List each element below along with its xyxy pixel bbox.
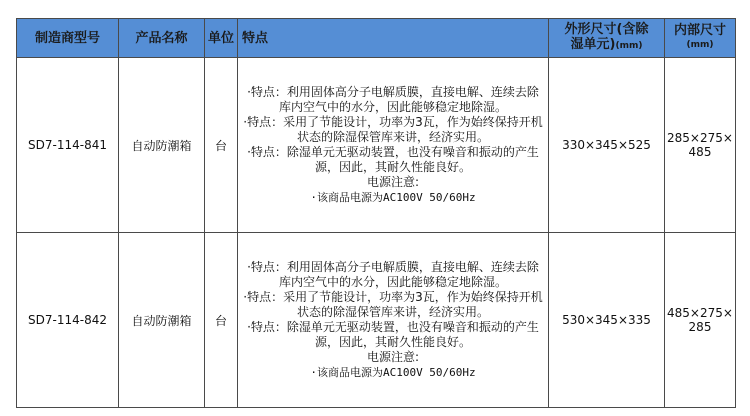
cell-name: 自动防潮箱 <box>119 58 205 233</box>
cell-inner-size <box>665 58 736 233</box>
inner-size-line2: 485 <box>688 145 712 159</box>
cell-features <box>238 233 549 408</box>
feature-text: ·特点：除湿单元无驱动装置，也没有噪音和振动的产生源，因此，其耐久性能良好。 <box>247 145 539 174</box>
cell-model: SD7-114-841 <box>17 58 119 233</box>
table-header-row <box>17 19 736 58</box>
cell-features <box>238 58 549 233</box>
inner-size-line1: 485×275× <box>667 306 733 320</box>
feature-text: ·特点：利用固体高分子电解质膜，直接电解、连续去除库内空气中的水分，因此能够稳定地除湿。 <box>247 85 539 114</box>
header-inner-size-line1: 内部尺寸 <box>673 23 726 38</box>
header-name: 产品名称 <box>119 19 205 58</box>
cell-outer-size: 530×345×335 <box>549 233 665 408</box>
inner-size-line1: 285×275× <box>667 131 733 145</box>
power-note-text: ·该商品电源为AC100V 50/60Hz <box>310 191 476 204</box>
header-outer-size-line1: 外形尺寸(含除 <box>564 22 649 37</box>
feature-text: ·特点：利用固体高分子电解质膜，直接电解、连续去除库内空气中的水分，因此能够稳定地除湿。 <box>247 260 539 289</box>
power-note-heading: 电源注意: <box>366 175 420 189</box>
header-model: 制造商型号 <box>17 19 119 58</box>
feature-text: ·特点：采用了节能设计，功率为3瓦，作为始终保持开机状态的除湿保管库来讲，经济实用。 <box>243 115 543 144</box>
feature-text: ·特点：采用了节能设计，功率为3瓦，作为始终保持开机状态的除湿保管库来讲，经济实用。 <box>243 290 543 319</box>
inner-size-line2: 285 <box>688 320 712 334</box>
product-spec-table <box>16 18 736 408</box>
cell-name: 自动防潮箱 <box>119 233 205 408</box>
cell-outer-size: 330×345×525 <box>549 58 665 233</box>
power-note-text: ·该商品电源为AC100V 50/60Hz <box>310 366 476 379</box>
power-note-heading: 电源注意: <box>366 350 420 364</box>
header-unit: 单位 <box>205 19 238 58</box>
header-outer-size-line2 <box>549 37 664 54</box>
header-features: 特点 <box>238 19 549 58</box>
header-outer-size-units: (mm) <box>615 41 643 51</box>
cell-unit: 台 <box>205 233 238 408</box>
table-row <box>17 58 736 233</box>
header-outer-size-label: 湿单元) <box>570 37 616 52</box>
header-inner-size-units: (mm) <box>686 40 714 50</box>
table-row <box>17 233 736 408</box>
cell-inner-size <box>665 233 736 408</box>
cell-unit: 台 <box>205 58 238 233</box>
header-inner-size <box>665 19 736 58</box>
cell-model: SD7-114-842 <box>17 233 119 408</box>
header-outer-size <box>549 19 665 58</box>
feature-text: ·特点：除湿单元无驱动装置，也没有噪音和振动的产生源，因此，其耐久性能良好。 <box>247 320 539 349</box>
